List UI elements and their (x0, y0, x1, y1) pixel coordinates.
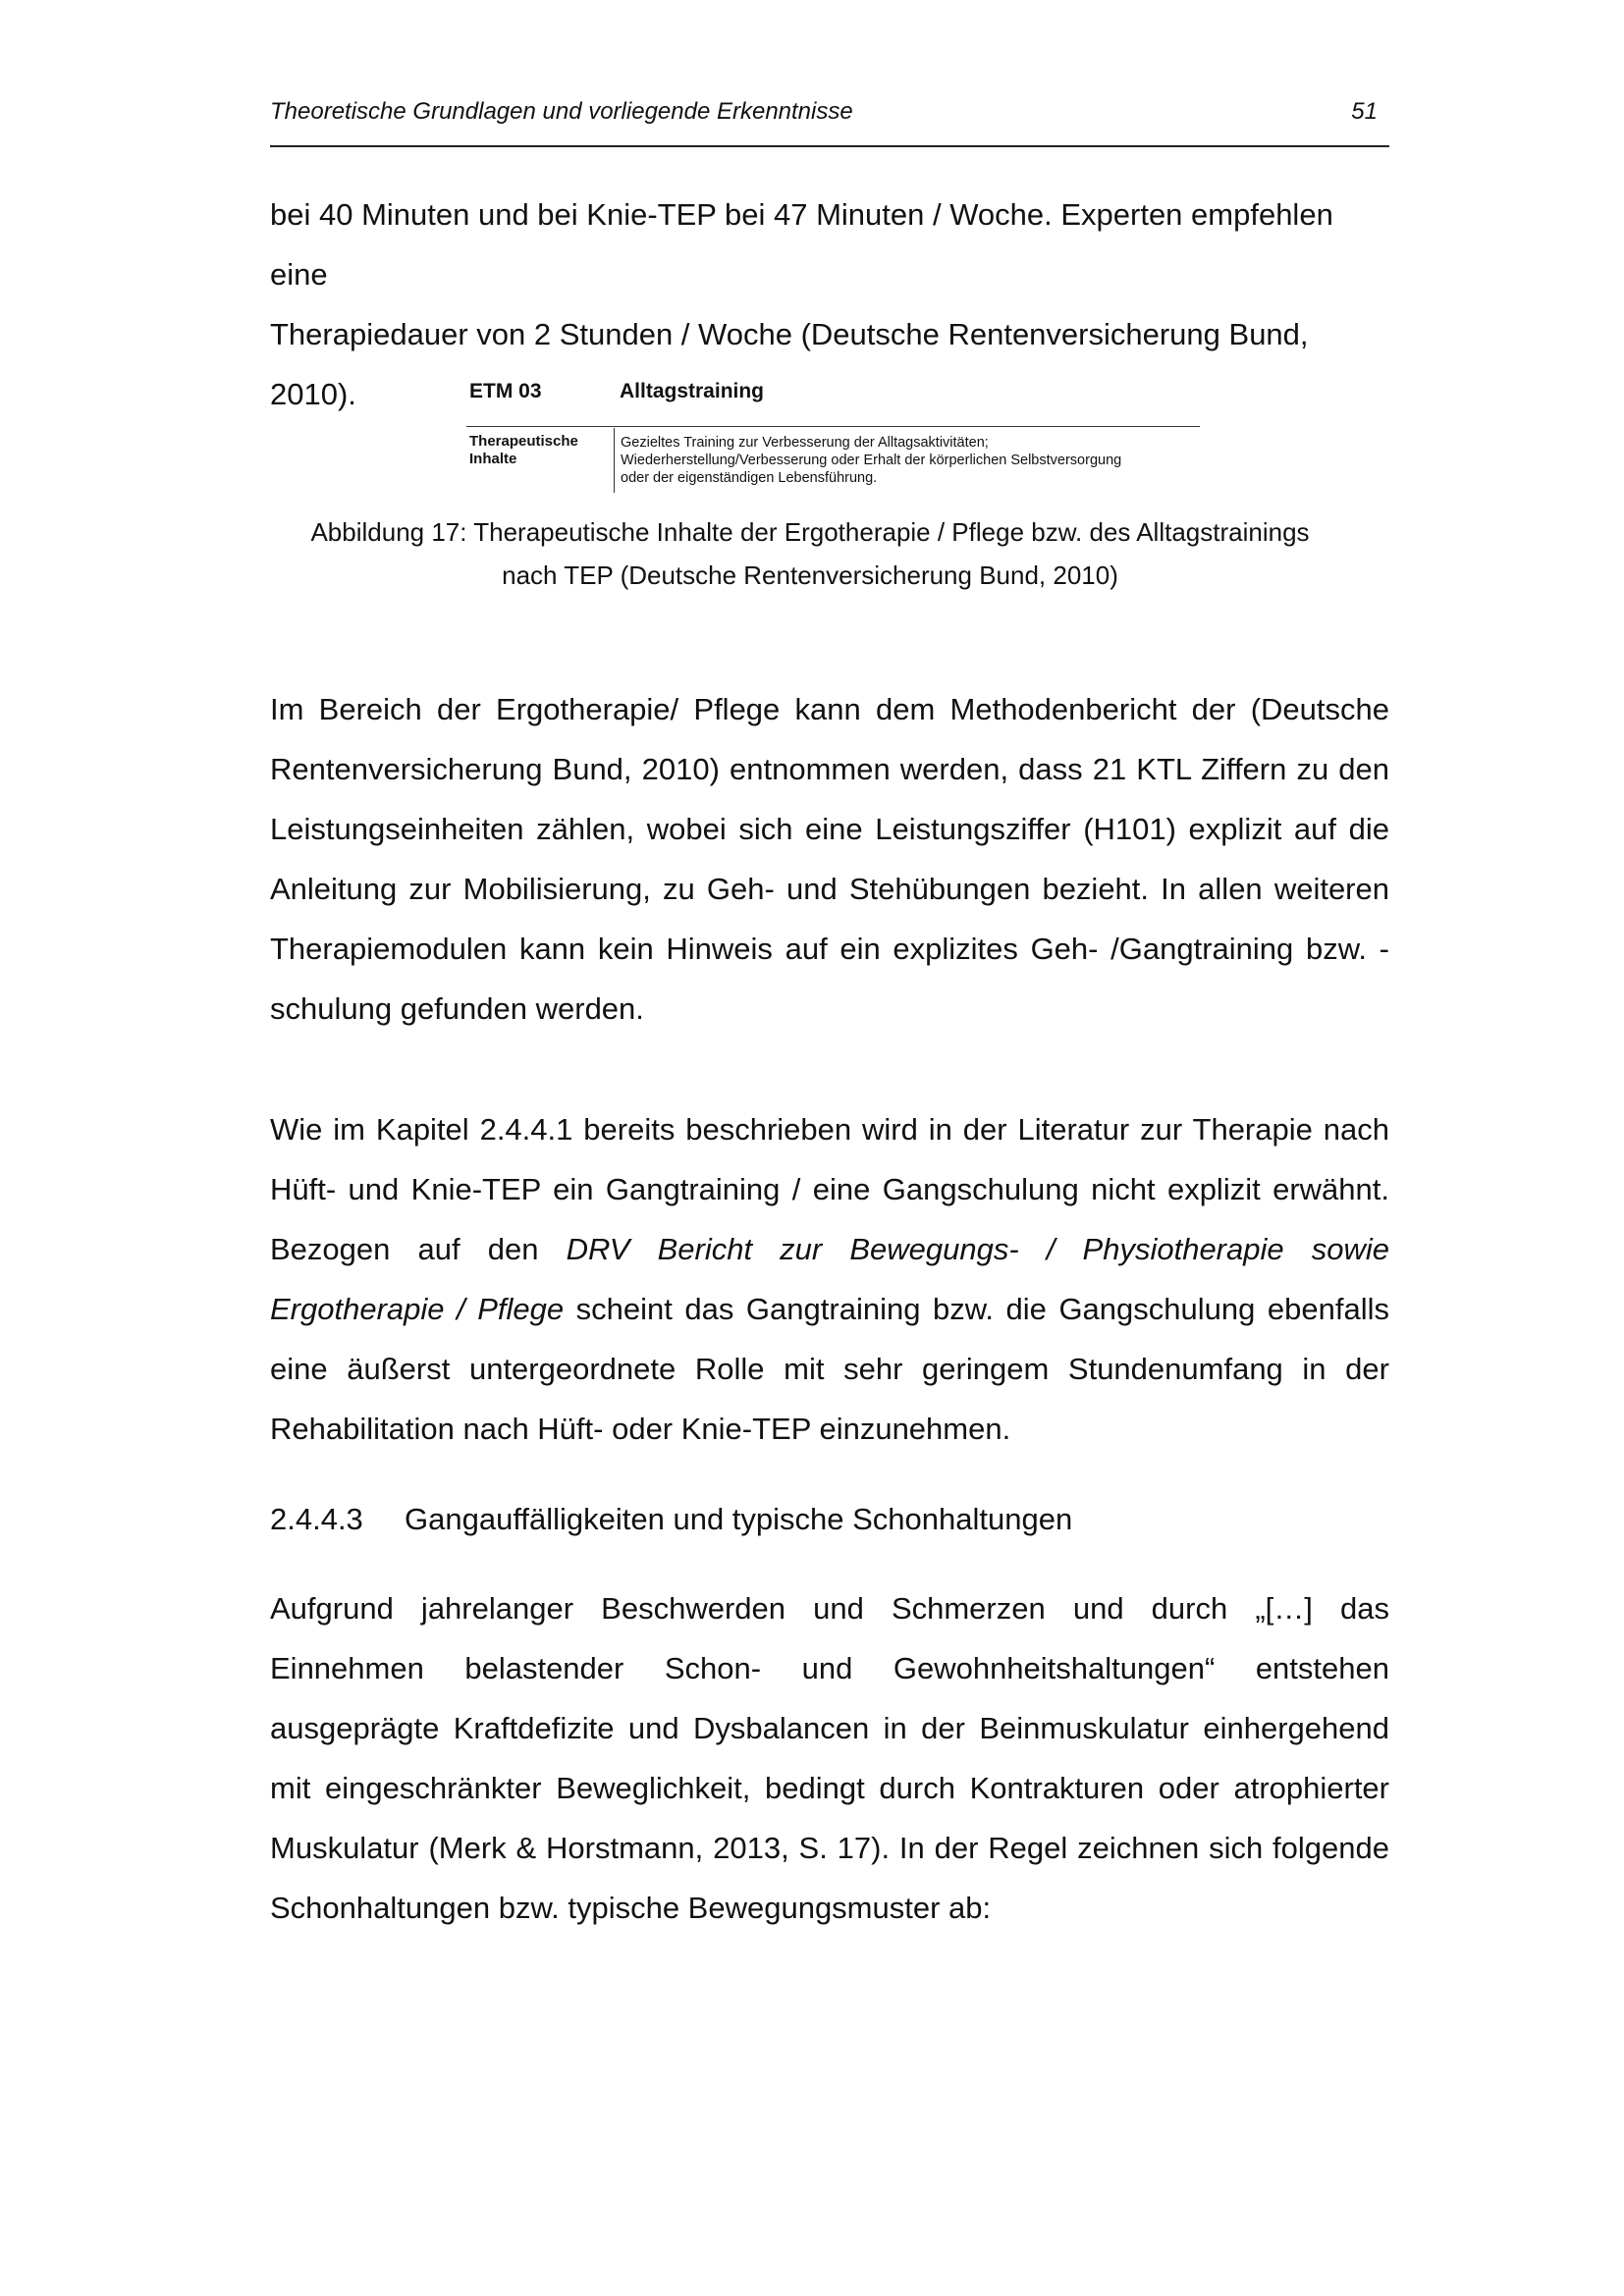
figure-label-line: Therapeutische (469, 433, 578, 450)
figure-label-line: Inhalte (469, 451, 517, 467)
drv-report-title: DRV Bericht zur Bewegungs- / Physiotherapie sowie Ergotherapie / Pflege (270, 1232, 1389, 1326)
subsection-heading (270, 1500, 1072, 1539)
running-title: Theoretische Grundlagen und vorliegende Erkenntnisse (270, 98, 853, 125)
subsection-title: Gangauffälligkeiten und typische Schonhaltungen (405, 1502, 1073, 1536)
paragraph-aufgrund: Aufgrund jahrelanger Beschwerden und Schmerzen und durch „[…] das Einnehmen belastender Schon- und Gewohnheitshaltungen“ entstehen ausgeprägte Kraftdefizite und Dysbalancen in der Beinmuskulatur einhergehend mit eingeschränkter Beweglichkeit, bedingt durch Kontrakturen oder atrophierter Muskulatur (Merk & Horstmann, 2013, S. 17). In der Regel zeichnen sich folgende Schonhaltungen bzw. typische Bewegungsmuster ab: (270, 1591, 1389, 1925)
page-number: 51 (1351, 98, 1378, 125)
paragraph-kapitel-text: Wie im Kapitel 2.4.4.1 bereits beschrieben wird in der Literatur zur Therapie nach Hüft- und Knie-TEP ein Gangtraining / eine Gangschulung nicht explizit erwähnt. Bezogen auf den (270, 1112, 1389, 1266)
figure-row-label (469, 433, 607, 468)
running-header (270, 94, 1389, 147)
paragraph-kapitel-text: scheint das Gangtraining bzw. die Gangschulung ebenfalls eine äußerst untergeordnete Rolle mit sehr geringem Stundenumfang in der Rehabilitation nach Hüft- oder Knie-TEP einzunehmen. (270, 1292, 1390, 1446)
figure-etm03-table (466, 377, 1203, 495)
intro-line-2: Therapiedauer von 2 Stunden / Woche (Deutsche Rentenversicherung Bund, 2010). (270, 317, 1309, 411)
paragraph-ergotherapie: Im Bereich der Ergotherapie/ Pflege kann dem Methodenbericht der (Deutsche Rentenversicherung Bund, 2010) entnommen werden, dass 21 KTL Ziffern zu den Leistungseinheiten zählen, wobei sich eine Leistungsziffer (H101) explizit auf die Anleitung zur Mobilisierung, zu Geh- und Stehübungen bezieht. In allen weiteren Therapiemodulen kann kein Hinweis auf ein explizites Geh- /Gangtraining bzw. -schulung gefunden werden. (270, 692, 1389, 1026)
figure-content-line: oder der eigenständigen Lebensführung. (621, 470, 878, 486)
figure-content-line: Gezieltes Training zur Verbesserung der Alltagsaktivitäten; (621, 435, 989, 451)
intro-line-1: bei 40 Minuten und bei Knie-TEP bei 47 Minuten / Woche. Experten empfehlen eine (270, 197, 1333, 292)
figure-horizontal-rule (466, 426, 1200, 427)
figure-row-content (621, 434, 1205, 487)
subsection-number: 2.4.4.3 (270, 1502, 363, 1536)
paragraph-kapitel (270, 1099, 1389, 1459)
figure-vertical-rule (614, 428, 615, 493)
figure-code: ETM 03 (469, 380, 542, 402)
caption-line-2: nach TEP (Deutsche Rentenversicherung Bund, 2010) (502, 561, 1118, 590)
figure-title: Alltagstraining (620, 380, 765, 402)
caption-line-1: Abbildung 17: Therapeutische Inhalte der Ergotherapie / Pflege bzw. des Alltagstrainings (310, 517, 1310, 547)
figure-content-line: Wiederherstellung/Verbesserung oder Erhalt der körperlichen Selbstversorgung (621, 453, 1122, 468)
figure-caption (236, 510, 1384, 597)
